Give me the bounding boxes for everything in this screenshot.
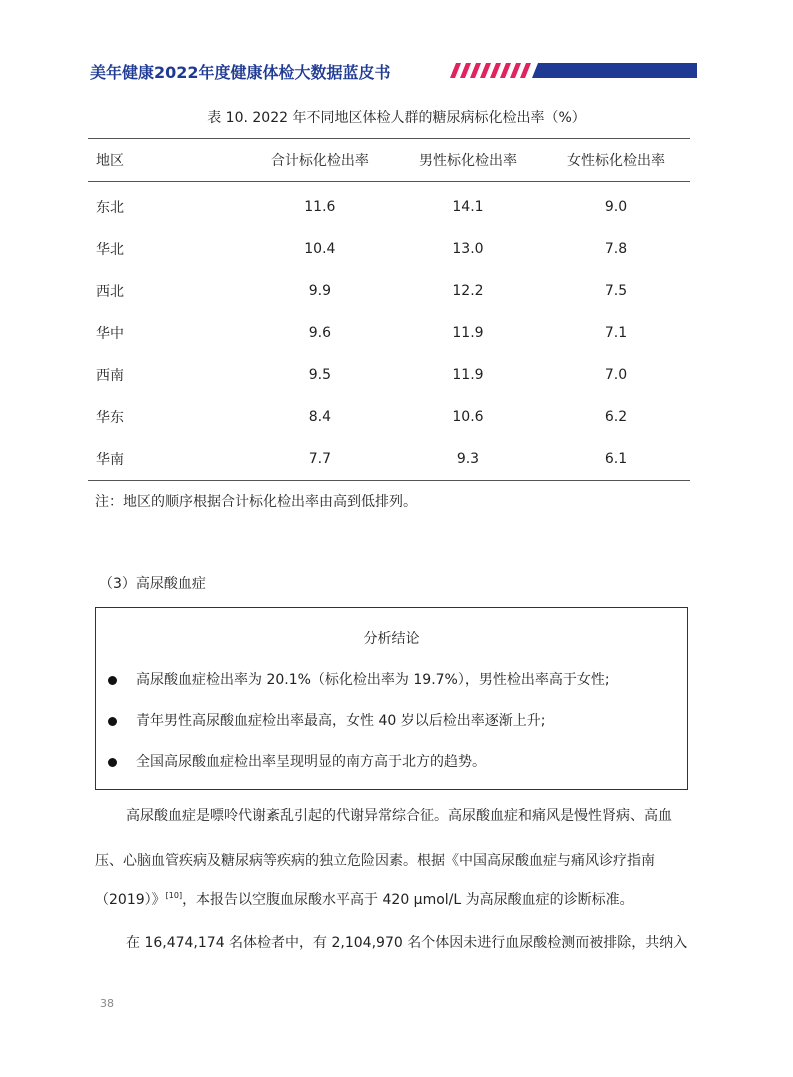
conclusion-item: [108, 669, 610, 689]
page-number: 38: [100, 997, 114, 1010]
region-cell: 西北: [96, 284, 124, 300]
male-rate-cell: 12.2: [452, 283, 484, 299]
citation-text: （2019）》: [95, 892, 166, 908]
bullet-icon: [108, 758, 117, 767]
female-rate-cell: 9.0: [604, 199, 628, 215]
male-rate-cell: 14.1: [452, 199, 484, 215]
report-title: 美年健康2022年度健康体检大数据蓝皮书: [90, 63, 391, 82]
female-rate-cell: 7.8: [604, 241, 628, 257]
bullet-icon: [108, 717, 117, 726]
female-rate-cell: 7.0: [604, 367, 628, 383]
header-total-rate: 合计标化检出率: [270, 153, 369, 169]
table-row: [88, 438, 690, 481]
header-male-rate: 男性标化检出率: [418, 153, 517, 169]
header-region: 地区: [96, 153, 124, 169]
table-caption: 表 10. 2022 年不同地区体检人群的糖尿病标化检出率（%）: [207, 110, 586, 126]
female-rate-cell: 7.5: [604, 283, 628, 299]
table-row: [88, 312, 690, 354]
conclusion-text: 高尿酸血症检出率为 20.1%（标化检出率为 19.7%），男性检出率高于女性;: [136, 672, 610, 688]
body-paragraph-line: 压、心脑血管疾病及糖尿病等疾病的独立危险因素。根据《中国高尿酸血症与痛风诊疗指南: [95, 853, 655, 869]
table-row: [88, 354, 690, 396]
female-rate-cell: 6.1: [604, 451, 628, 467]
male-rate-cell: 10.6: [452, 409, 484, 425]
header-female-rate: 女性标化检出率: [567, 153, 665, 169]
table-row: [88, 228, 690, 270]
table-header-row: [88, 139, 690, 182]
total-rate-cell: 9.6: [308, 325, 331, 341]
diabetes-rate-table: [88, 138, 690, 481]
table-note: 注：地区的顺序根据合计标化检出率由高到低排列。: [95, 494, 417, 510]
table-row: [88, 182, 690, 229]
region-cell: 西南: [96, 368, 124, 384]
table-row: [88, 270, 690, 312]
region-cell: 华南: [96, 452, 124, 468]
header-stripe-decoration: [450, 63, 700, 78]
body-paragraph-line: [95, 889, 634, 909]
region-cell: 东北: [96, 200, 124, 216]
male-rate-cell: 9.3: [456, 451, 480, 467]
conclusion-item: [108, 710, 545, 730]
region-cell: 华东: [96, 410, 124, 426]
table-row: [88, 396, 690, 438]
male-rate-cell: 11.9: [452, 367, 484, 383]
section-heading: （3）高尿酸血症: [99, 576, 206, 592]
conclusion-item: [108, 751, 486, 771]
box-title: 分析结论: [363, 631, 420, 647]
region-cell: 华北: [96, 242, 124, 258]
conclusion-text: 青年男性高尿酸血症检出率最高，女性 40 岁以后检出率逐渐上升;: [136, 713, 546, 729]
analysis-conclusion-box: [95, 607, 688, 790]
body-paragraph-line: 高尿酸血症是嘌呤代谢紊乱引起的代谢异常综合征。高尿酸血症和痛风是慢性肾病、高血: [126, 808, 672, 824]
female-rate-cell: 6.2: [604, 409, 628, 425]
total-rate-cell: 9.9: [308, 283, 331, 299]
reference-link[interactable]: [10]: [165, 891, 183, 900]
male-rate-cell: 13.0: [452, 241, 484, 257]
total-rate-cell: 10.4: [304, 241, 336, 257]
conclusion-text: 全国高尿酸血症检出率呈现明显的南方高于北方的趋势。: [136, 754, 486, 770]
total-rate-cell: 11.6: [304, 199, 336, 215]
body-text: ，本报告以空腹血尿酸水平高于 420 μmol/L 为高尿酸血症的诊断标准。: [182, 892, 634, 908]
region-cell: 华中: [96, 326, 124, 342]
total-rate-cell: 8.4: [308, 409, 331, 425]
body-paragraph-line: 在 16,474,174 名体检者中，有 2,104,970 名个体因未进行血尿酸检测而被排除，共纳入: [126, 935, 688, 951]
bullet-icon: [108, 676, 117, 685]
male-rate-cell: 11.9: [452, 325, 484, 341]
female-rate-cell: 7.1: [604, 325, 628, 341]
total-rate-cell: 7.7: [308, 451, 331, 467]
total-rate-cell: 9.5: [308, 367, 331, 383]
